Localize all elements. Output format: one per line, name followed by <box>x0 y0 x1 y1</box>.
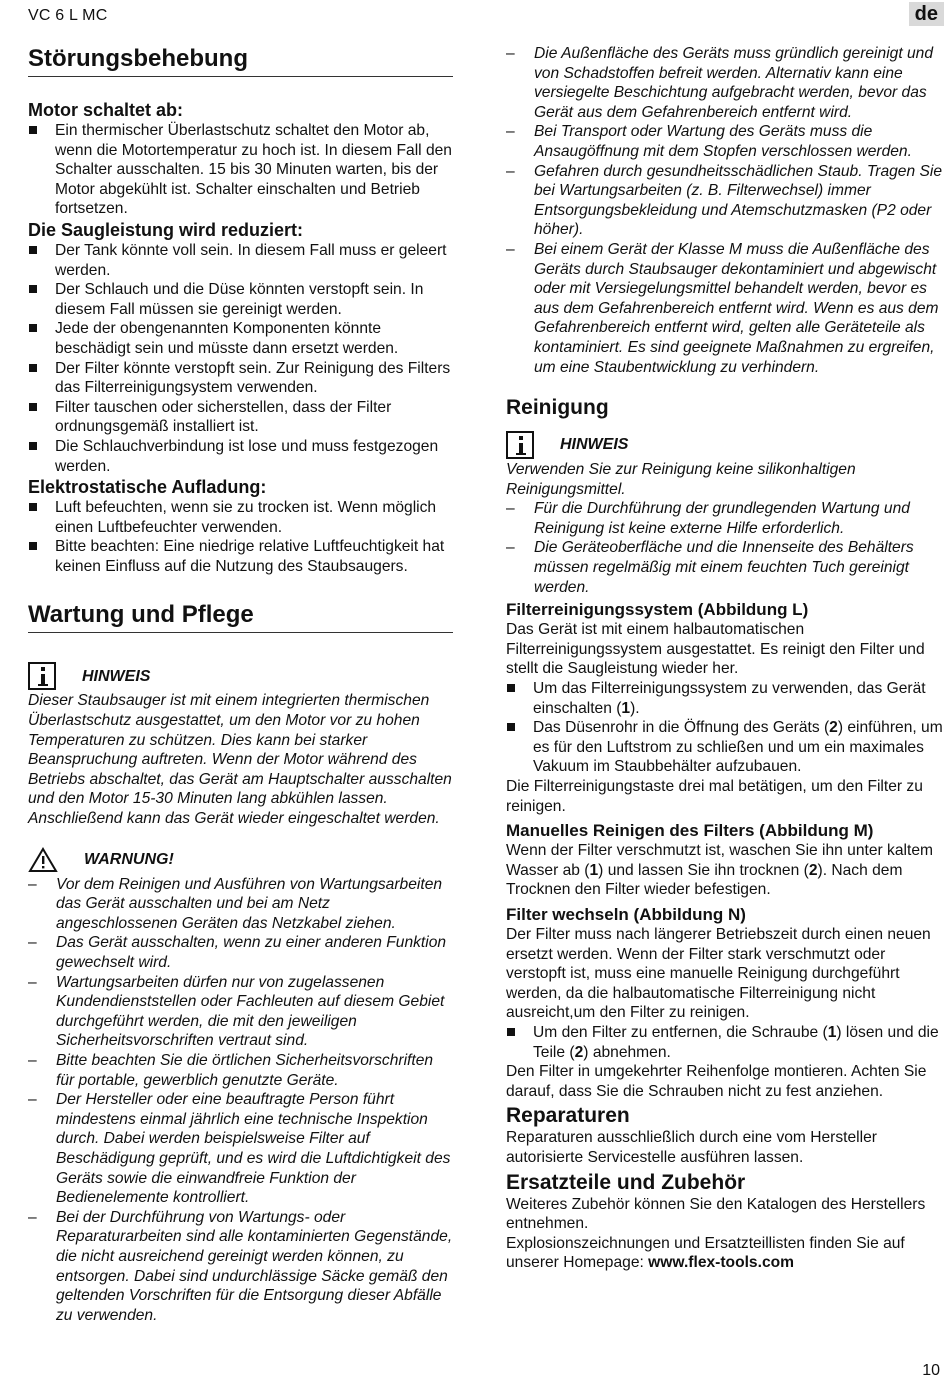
list-item: Das Düsenrohr in die Öffnung des Geräts (2) einführen, um es für den Luftstrom zu schließen und um ein maximales Vakuum im Staubbehälter aufzubauen. <box>506 718 948 777</box>
paragraph: Explosionszeichnungen und Ersatzteillisten finden Sie auf unserer Homepage: www.flex-tools.com <box>506 1234 905 1272</box>
warning-list <box>28 875 453 1326</box>
list-item: – Die Geräteoberfläche und die Innenseite des Behälters müssen regelmäßig mit einem feuchten Tuch gereinigt werden. <box>506 538 948 597</box>
notice-text: Verwenden Sie zur Reinigung keine silikonhaltigen Reinigungsmittel. <box>506 461 856 498</box>
list-item: Um das Filterreinigungssystem zu verwenden, das Gerät einschalten (1). <box>506 679 948 718</box>
section-title-repairs: Reparaturen <box>506 1104 630 1128</box>
list-item: – Der Hersteller oder eine beauftragte Person führt mindestens einmal jährlich eine technische Inspektion durch. Dabei werden beispielsweise Filter auf Beschädigung geprüft, und es wird die Luftdichtigkeit des Geräts sowie die einwandfreie Funktion der Bedienelemente kontrolliert. <box>28 1090 453 1208</box>
list-item: Der Filter könnte verstopft sein. Zur Reinigung des Filters das Filterreinigungsystem verwenden. <box>28 359 453 398</box>
list-item: – Die Außenfläche des Geräts muss gründlich gereinigt und von Schadstoffen befreit werden. Alternativ kann eine versiegelte Beschichtung aufgebracht werden, bevor das Gerät aus dem Gefahrenbereich entfernt wird. <box>506 44 948 122</box>
language-badge: de <box>909 2 944 26</box>
page-number: 10 <box>922 1362 940 1379</box>
notice-label: HINWEIS <box>560 436 629 454</box>
info-icon <box>28 662 56 690</box>
motor-list <box>28 121 453 219</box>
list-item: Der Tank könnte voll sein. In diesem Fall muss er geleert werden. <box>28 241 453 280</box>
warning-icon <box>28 847 58 873</box>
section-title-spare-parts: Ersatzteile und Zubehör <box>506 1170 746 1194</box>
homepage-link[interactable]: www.flex-tools.com <box>648 1254 795 1272</box>
paragraph: Das Gerät ist mit einem halbautomatischen Filterreinigungssystem ausgestattet. Es reinigt den Filter und stellt die Saugleistung wieder her. <box>506 621 925 678</box>
list-item: – Bei Transport oder Wartung des Geräts muss die Ansaugöffnung mit dem Stopfen verschlossen werden. <box>506 122 948 161</box>
list-item: Bitte beachten: Eine niedrige relative Luftfeuchtigkeit hat keinen Einfluss auf die Nutzung des Staubsaugers. <box>28 537 453 576</box>
list-item: Ein thermischer Überlastschutz schaltet den Motor ab, wenn die Motortemperatur zu hoch ist. In diesem Fall den Schalter ausschalten. 15 bis 30 Minuten warten, bis der Motor abgekühlt ist. Schalter einschalten und Betrieb fortsetzen. <box>28 121 453 219</box>
subheading-filter-system: Filterreinigungssystem (Abbildung L) <box>506 600 809 620</box>
paragraph: Weiteres Zubehör können Sie den Katalogen des Herstellers entnehmen. <box>506 1195 926 1233</box>
warning-header <box>28 845 453 875</box>
paragraph: Reparaturen ausschließlich durch eine vom Hersteller autorisierte Servicestelle ausführen lassen. <box>506 1129 877 1166</box>
notice-label: HINWEIS <box>82 667 151 685</box>
subheading-filter-change: Filter wechseln (Abbildung N) <box>506 904 746 924</box>
list-item: Die Schlauchverbindung ist lose und muss festgezogen werden. <box>28 437 453 476</box>
notice-header <box>28 661 453 691</box>
list-item: Der Schlauch und die Düse könnten verstopft sein. In diesem Fall müssen sie gereinigt werden. <box>28 280 453 319</box>
cleaning-list <box>506 499 948 597</box>
list-item: – Bitte beachten Sie die örtlichen Sicherheitsvorschriften für portable, gewerblich genutzte Geräte. <box>28 1051 453 1090</box>
paragraph: Wenn der Filter verschmutzt ist, waschen Sie ihn unter kaltem Wasser ab (1) und lassen Sie ihn trocknen (2). Nach dem Trocknen den Filter wieder befestigen. <box>506 842 933 899</box>
list-item: Luft befeuchten, wenn sie zu trocken ist. Wenn möglich einen Luftbefeuchter verwenden. <box>28 498 453 537</box>
paragraph: Der Filter muss nach längerer Betriebszeit durch einen neuen ersetzt werden. Wenn der Filter stark verschmutzt oder verstopft ist, muss eine manuelle Reinigung durchgeführt werden, da die halbautomatische Filterreinigung nicht ausreicht,um den Filter zu reinigen. <box>506 925 931 1022</box>
left-column <box>28 44 453 1325</box>
list-item: – Vor dem Reinigen und Ausführen von Wartungsarbeiten das Gerät ausschalten und bei am Netz angeschlossenen Geräten das Netzkabel ziehen. <box>28 875 453 934</box>
list-item: – Das Gerät ausschalten, wenn zu einer anderen Funktion gewechselt wird. <box>28 933 453 972</box>
subheading-motor: Motor schaltet ab: <box>28 100 184 120</box>
list-item: – Bei einem Gerät der Klasse M muss die Außenfläche des Geräts durch Staubsauger dekontaminiert und abgewischt oder mit Versiegelungsmittel behandelt werden, bevor es aus dem Gefahrenbereich entfernt wird. Wenn es aus dem Gefahrenbereich entfernt wird, gelten alle Geräteteile als kontaminiert. Es sind geeignete Maßnahmen zu ergreifen, um eine Staubentwicklung zu verhindern. <box>506 240 948 377</box>
section-title-cleaning: Reinigung <box>506 396 609 420</box>
filter-system-list <box>506 679 948 777</box>
notice-header <box>506 430 948 460</box>
list-item: – Bei der Durchführung von Wartungs- oder Reparaturarbeiten sind alle kontaminierten Gegenstände, die nicht ausreichend gereinigt werden können, zu entsorgen. Dabei sind undurchlässige Säcke gemäß den geltenden Vorschriften für die Entsorgung dieser Abfälle zu verwenden. <box>28 1208 453 1326</box>
header-model: VC 6 L MC <box>28 7 108 24</box>
list-item: – Für die Durchführung der grundlegenden Wartung und Reinigung ist keine externe Hilfe erforderlich. <box>506 499 948 538</box>
section-title-maintenance: Wartung und Pflege <box>28 600 453 633</box>
list-item: – Wartungsarbeiten dürfen nur von zugelassenen Kundendienststellen oder Fachleuten auf diesem Gebiet durchgeführt werden, die mit den jeweiligen Sicherheitsvorschriften vertraut sind. <box>28 973 453 1051</box>
list-item: Jede der obengenannten Komponenten könnte beschädigt sein und müsste dann ersetzt werden. <box>28 319 453 358</box>
list-item: Um den Filter zu entfernen, die Schraube (1) lösen und die Teile (2) abnehmen. <box>506 1023 948 1062</box>
list-item: – Gefahren durch gesundheitsschädlichen Staub. Tragen Sie bei Wartungsarbeiten (z. B. Filterwechsel) immer Entsorgungsbekleidung und Atemschutzmasken (P2 oder höher). <box>506 162 948 240</box>
subheading-manual-cleaning: Manuelles Reinigen des Filters (Abbildung M) <box>506 821 874 841</box>
static-list <box>28 498 453 576</box>
list-item: Filter tauschen oder sicherstellen, dass der Filter ordnungsgemäß installiert ist. <box>28 398 453 437</box>
warning-label: WARNUNG! <box>84 850 174 868</box>
filter-change-list <box>506 1023 948 1062</box>
paragraph: Den Filter in umgekehrter Reihenfolge montieren. Achten Sie darauf, dass Sie die Schrauben nicht zu fest anziehen. <box>506 1063 927 1100</box>
section-title-troubleshooting: Störungsbehebung <box>28 44 453 77</box>
subheading-suction: Die Saugleistung wird reduziert: <box>28 219 304 240</box>
right-column <box>506 44 948 1273</box>
decontamination-list <box>506 44 948 377</box>
paragraph: Die Filterreinigungstaste drei mal betätigen, um den Filter zu reinigen. <box>506 778 923 815</box>
notice-text: Dieser Staubsauger ist mit einem integrierten thermischen Überlastschutz ausgestattet, um den Motor vor zu hohen Temperaturen zu schützen. Dies kann bei starker Beanspruchung auftreten. Wenn der Motor während des Betriebs abschaltet, das Gerät am Hauptschalter ausschalten und den Motor 15-30 Minuten lang abkühlen lassen. Anschließend kann das Gerät wieder eingeschaltet werden. <box>28 692 452 828</box>
subheading-static: Elektrostatische Aufladung: <box>28 477 267 498</box>
suction-list <box>28 241 453 476</box>
info-icon <box>506 431 534 459</box>
